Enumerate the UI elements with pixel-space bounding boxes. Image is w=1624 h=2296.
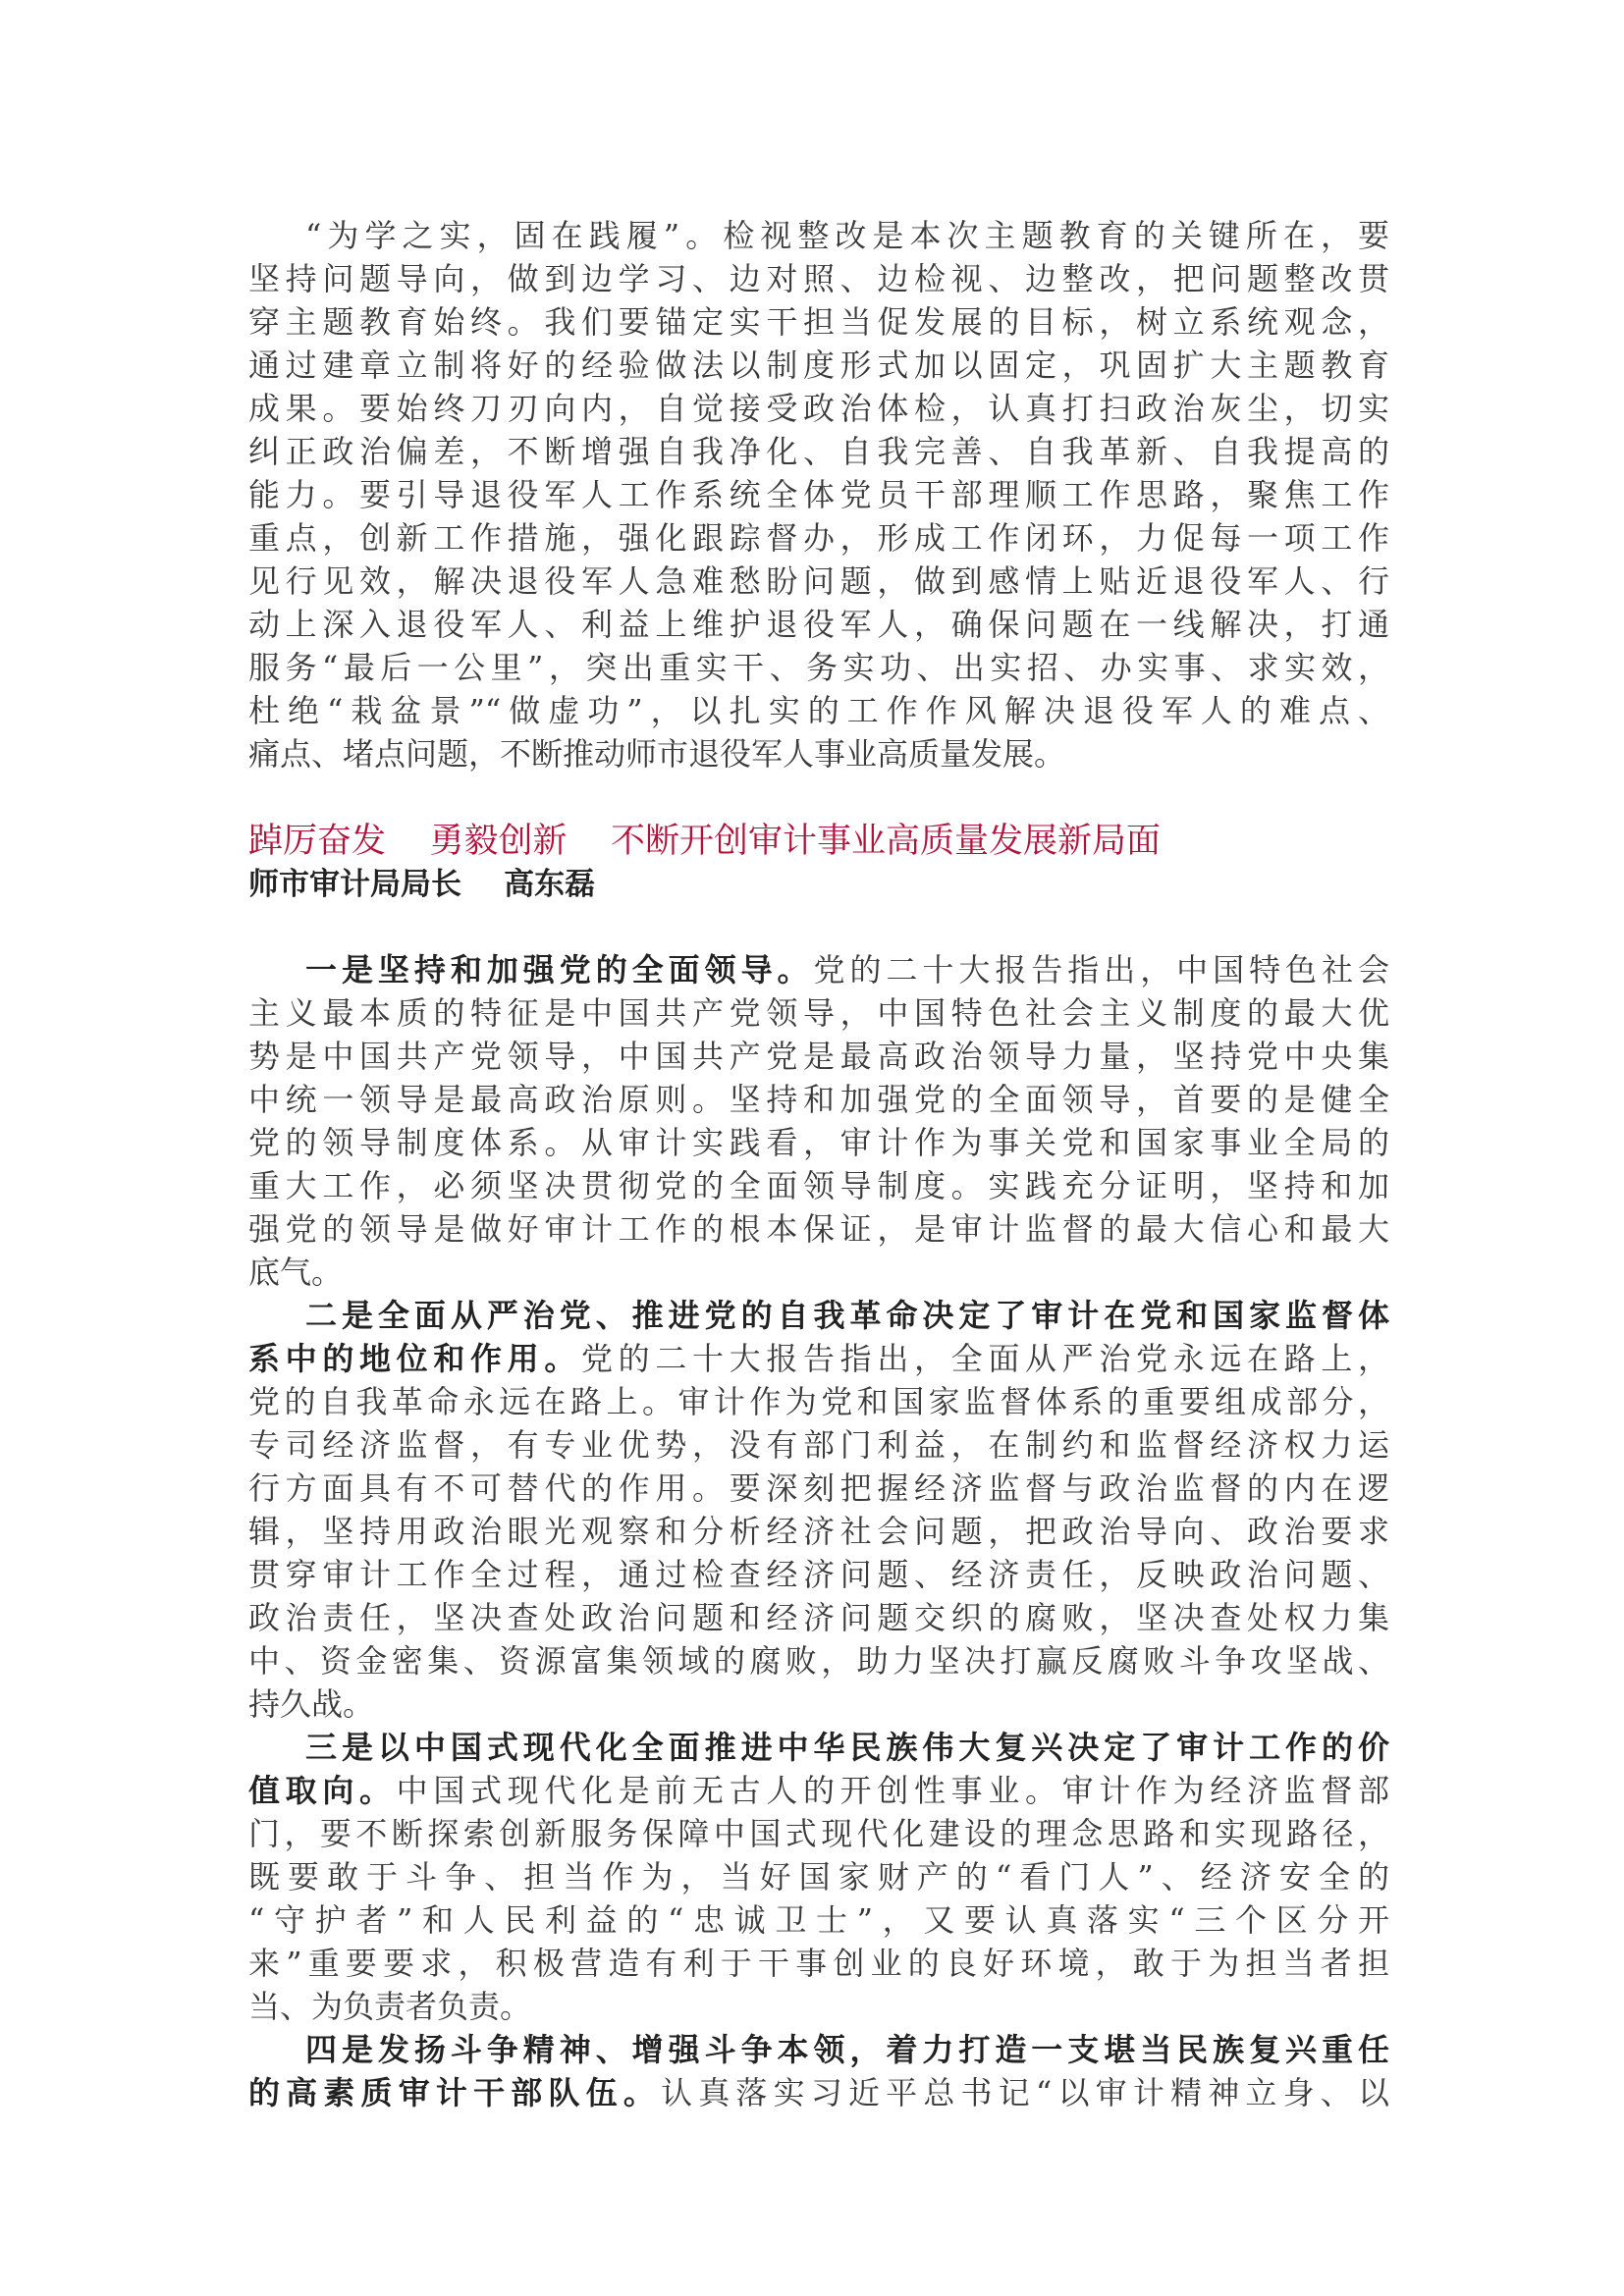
text-line [248, 473, 1389, 516]
text-line [248, 1596, 1389, 1639]
line-text: 成果。要始终刀刃向内，自觉接受政治体检，认真打扫政治灰尘，切实 [248, 390, 1389, 427]
text-line [248, 991, 1389, 1035]
document-page [248, 214, 1389, 2114]
text-line [248, 300, 1389, 344]
article-paragraph [248, 948, 1389, 1294]
bold-lead-in: 二是全面从严治党、推进党的自我革命决定了审计在党和国家监督体 [305, 1297, 1389, 1334]
text-line [248, 1726, 1389, 1769]
text-line [248, 1078, 1389, 1121]
line-text: 来”重要要求，积极营造有利于干事创业的良好环境，敢于为担当者担 [248, 1945, 1389, 1982]
text-line [248, 214, 1389, 257]
line-text: 主义最本质的特征是中国共产党领导，中国特色社会主义制度的最大优 [248, 994, 1389, 1032]
article-body [248, 948, 1389, 2114]
text-line [248, 1251, 1389, 1294]
text-line [248, 603, 1389, 646]
line-text: 持久战。 [248, 1685, 375, 1723]
line-text: 党的自我革命永远在路上。审计作为党和国家监督体系的重要组成部分， [248, 1383, 1389, 1420]
line-text: 坚持问题导向，做到边学习、边对照、边检视、边整改，把问题整改贯 [248, 260, 1389, 297]
line-text: 能力。要引导退役军人工作系统全体党员干部理顺工作思路，聚焦工作 [248, 476, 1389, 513]
line-text: 强党的领导是做好审计工作的根本保证，是审计监督的最大信心和最大 [248, 1210, 1389, 1248]
line-text: 行方面具有不可替代的作用。要深刻把握经济监督与政治监督的内在逻 [248, 1469, 1389, 1507]
line-text: 势是中国共产党领导，中国共产党是最高政治领导力量，坚持党中央集 [248, 1038, 1389, 1075]
text-line [248, 2071, 1389, 2114]
text-line [248, 1337, 1389, 1380]
text-line [248, 689, 1389, 732]
bold-lead-in: 一是坚持和加强党的全面领导。 [305, 951, 814, 988]
text-line [248, 1207, 1389, 1251]
text-line [248, 257, 1389, 300]
text-line [248, 344, 1389, 387]
text-line [248, 1380, 1389, 1423]
text-line [248, 387, 1389, 430]
line-text: “为学之实，固在践履”。检视整改是本次主题教育的关键所在，要 [305, 217, 1389, 254]
text-line [248, 1639, 1389, 1682]
text-line [248, 560, 1389, 603]
article-title: 踔厉奋发 勇毅创新 不断开创审计事业高质量发展新局面 [248, 822, 1162, 861]
text-line [248, 1035, 1389, 1078]
line-text: 专司经济监督，有专业优势，没有部门利益，在制约和监督经济权力运 [248, 1426, 1389, 1464]
text-line [248, 430, 1389, 473]
line-text: 痛点、堵点问题，不断推动师市退役军人事业高质量发展。 [248, 735, 1066, 773]
text-line [248, 1121, 1389, 1164]
line-text: 见行见效，解决退役军人急难愁盼问题，做到感情上贴近退役军人、行 [248, 562, 1389, 600]
line-text: 中国式现代化是前无古人的开创性事业。审计作为经济监督部 [396, 1772, 1389, 1809]
text-line [248, 1467, 1389, 1510]
line-text: 杜绝“栽盆景”“做虚功”，以扎实的工作作风解决退役军人的难点、 [248, 692, 1389, 729]
text-line [248, 948, 1389, 991]
line-text: 认真落实习近平总书记“以审计精神立身、以 [661, 2074, 1389, 2111]
text-line [248, 1898, 1389, 1942]
article-paragraph [248, 1726, 1389, 2028]
line-text: 党的二十大报告指出，全面从严治党永远在路上， [581, 1340, 1389, 1377]
line-text: 动上深入退役军人、利益上维护退役军人，确保问题在一线解决，打通 [248, 606, 1389, 643]
text-line [248, 1553, 1389, 1596]
article-paragraph [248, 1294, 1389, 1726]
line-text: 门，要不断探索创新服务保障中国式现代化建设的理念思路和实现路径， [248, 1815, 1389, 1852]
line-text: 辑，坚持用政治眼光观察和分析经济社会问题，把政治导向、政治要求 [248, 1513, 1389, 1550]
spacer [248, 906, 1389, 948]
line-text: 党的领导制度体系。从审计实践看，审计作为事关党和国家事业全局的 [248, 1124, 1389, 1161]
line-text: 纠正政治偏差，不断增强自我净化、自我完善、自我革新、自我提高的 [248, 433, 1389, 470]
line-text: “守护者”和人民利益的“忠诚卫士”，又要认真落实“三个区分开 [248, 1901, 1389, 1939]
line-text: 服务“最后一公里”，突出重实干、务实功、出实招、办实事、求实效， [248, 649, 1389, 686]
line-text: 穿主题教育始终。我们要锚定实干担当促发展的目标，树立系统观念， [248, 303, 1389, 341]
bold-lead-in: 三是以中国式现代化全面推进中华民族伟大复兴决定了审计工作的价 [305, 1729, 1389, 1766]
line-text: 党的二十大报告指出，中国特色社会 [813, 951, 1389, 988]
line-text: 重点，创新工作措施，强化跟踪督办，形成工作闭环，力促每一项工作 [248, 519, 1389, 557]
line-text: 中统一领导是最高政治原则。坚持和加强党的全面领导，首要的是健全 [248, 1081, 1389, 1118]
line-text: 底气。 [248, 1254, 344, 1291]
line-text: 当、为负责者负责。 [248, 1988, 532, 2025]
line-text: 贯穿审计工作全过程，通过检查经济问题、经济责任，反映政治问题、 [248, 1556, 1389, 1593]
intro-paragraph [248, 214, 1389, 775]
text-line [248, 646, 1389, 689]
line-text: 重大工作，必须坚决贯彻党的全面领导制度。实践充分证明，坚持和加 [248, 1167, 1389, 1204]
bold-lead-in: 四是发扬斗争精神、增强斗争本领，着力打造一支堪当民族复兴重任 [305, 2031, 1389, 2068]
line-text: 中、资金密集、资源富集领域的腐败，助力坚决打赢反腐败斗争攻坚战、 [248, 1642, 1389, 1680]
text-line [248, 1769, 1389, 1812]
text-line [248, 1423, 1389, 1467]
bold-lead-in: 系中的地位和作用。 [248, 1340, 581, 1377]
text-line [248, 516, 1389, 560]
line-text: 既要敢于斗争、担当作为，当好国家财产的“看门人”、经济安全的 [248, 1858, 1389, 1896]
text-line [248, 1164, 1389, 1207]
article-paragraph [248, 2028, 1389, 2114]
line-text: 政治责任，坚决查处政治问题和经济问题交织的腐败，坚决查处权力集 [248, 1599, 1389, 1636]
bold-lead-in: 值取向。 [248, 1772, 397, 1809]
line-text: 通过建章立制将好的经验做法以制度形式加以固定，巩固扩大主题教育 [248, 347, 1389, 384]
text-line [248, 1942, 1389, 1985]
text-line [248, 1682, 1389, 1726]
text-line [248, 1985, 1389, 2028]
text-line [248, 732, 1389, 775]
text-line [248, 1294, 1389, 1337]
text-line [248, 1812, 1389, 1855]
article-author: 师市审计局局长 高东磊 [248, 867, 596, 902]
text-line [248, 1855, 1389, 1898]
text-line [248, 1510, 1389, 1553]
bold-lead-in: 的高素质审计干部队伍。 [248, 2074, 662, 2111]
text-line [248, 2028, 1389, 2071]
